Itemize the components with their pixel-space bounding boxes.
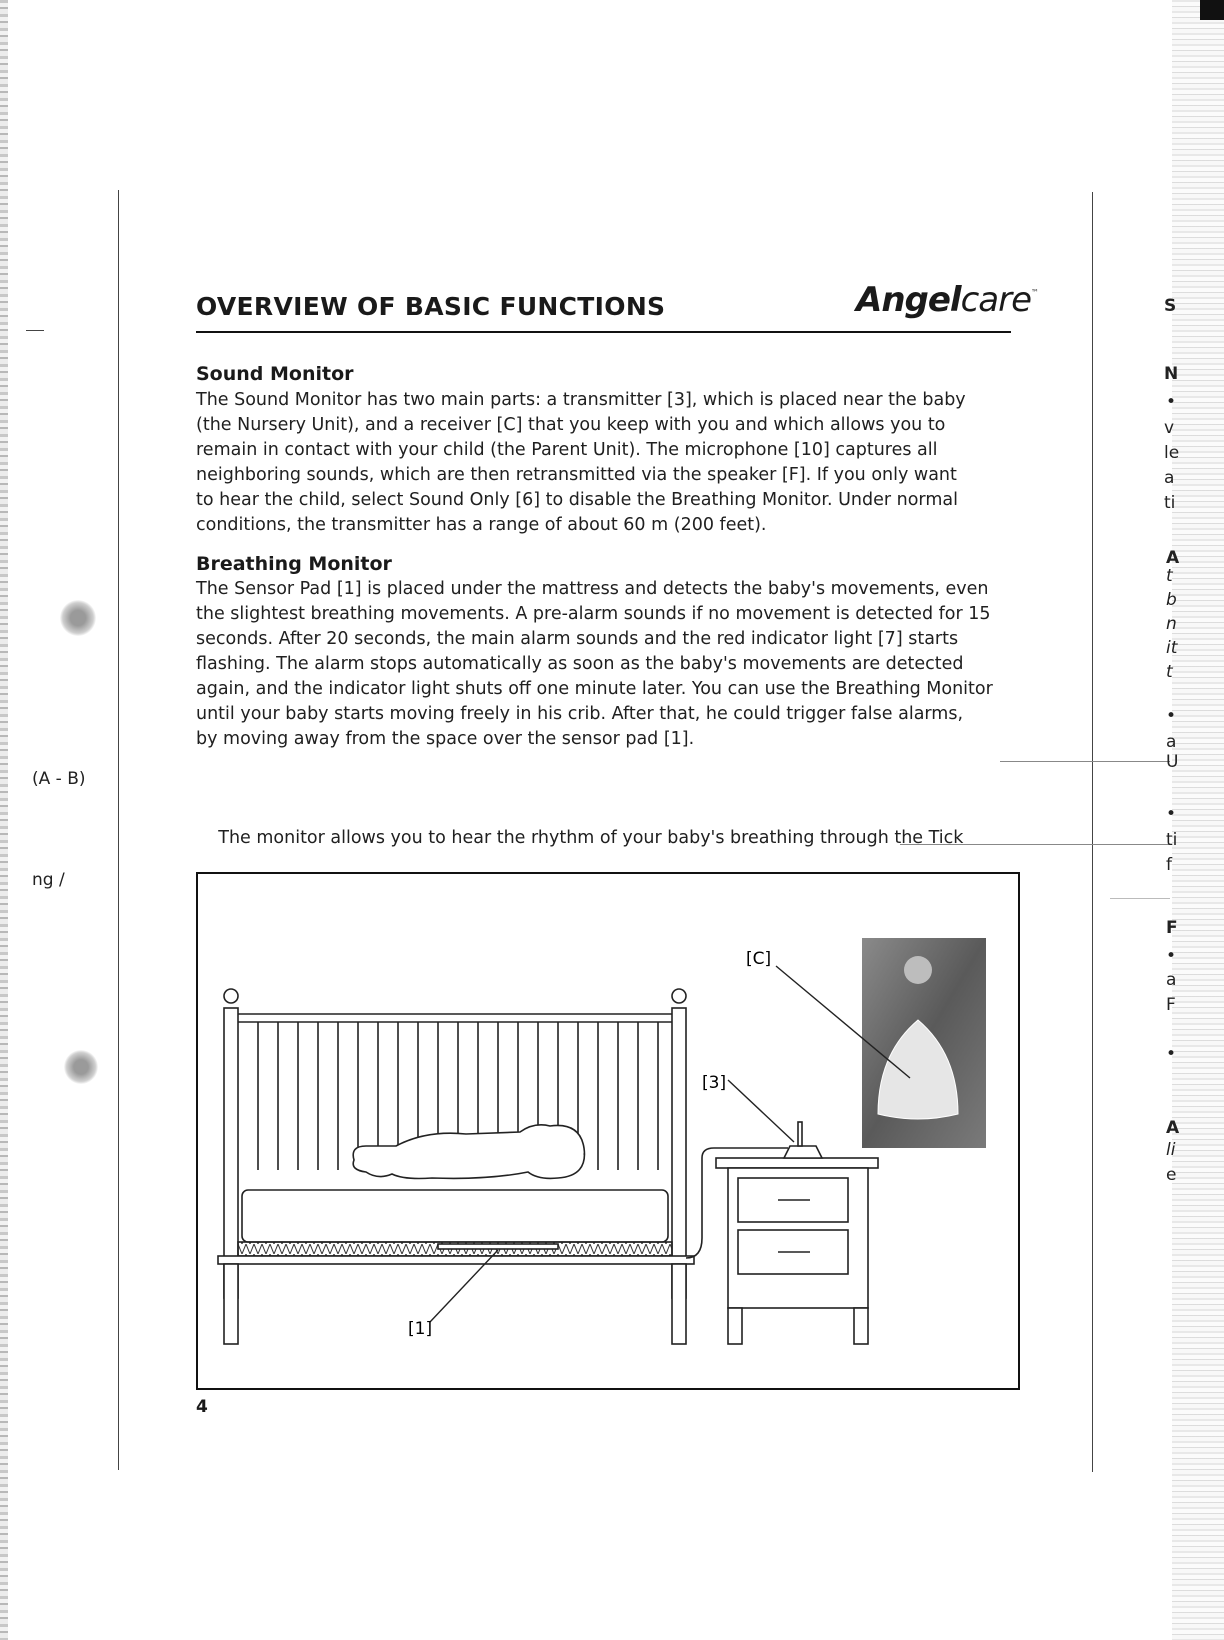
right-fragment: • <box>1166 946 1177 966</box>
right-fragment: e <box>1166 1165 1177 1185</box>
right-fragment: ti <box>1164 493 1176 513</box>
section-body-sound-monitor <box>196 388 1016 538</box>
right-fragment: v <box>1164 418 1175 438</box>
right-fragment: A <box>1166 548 1180 568</box>
right-fragment: a <box>1166 732 1177 752</box>
right-fragment: t <box>1166 566 1173 586</box>
left-fragment-ng: ng / <box>32 870 65 890</box>
right-fragment: a <box>1164 468 1175 488</box>
crib-legs <box>224 1264 686 1344</box>
right-fragment: a <box>1166 970 1177 990</box>
brand-trademark: ™ <box>1031 288 1039 297</box>
right-fragment: S <box>1164 296 1177 316</box>
right-fragment: li <box>1166 1140 1176 1160</box>
scan-edge-right <box>1172 0 1224 1640</box>
page-number: 4 <box>196 1397 208 1417</box>
body-line: The Sensor Pad [1] is placed under the mattress and detects the baby's movements, even <box>196 579 989 599</box>
body-line: seconds. After 20 seconds, the main alarm sounds and the red indicator light [7] starts <box>196 629 959 649</box>
scan-edge-left <box>0 0 8 1640</box>
brand-logo-bold: Angel <box>856 280 961 320</box>
body-line: neighboring sounds, which are then retransmitted via the speaker [F]. If you only want <box>196 465 957 485</box>
callout-3: [3] <box>702 1073 727 1093</box>
right-fragment: ti <box>1166 830 1178 850</box>
right-fragment: it <box>1166 638 1178 658</box>
callout-3-leader <box>728 1080 794 1142</box>
body-line: (the Nursery Unit), and a receiver [C] that you keep with you and which allows you to <box>196 415 946 435</box>
right-fragment: F <box>1166 995 1176 1015</box>
right-fragment: le <box>1164 443 1180 463</box>
right-margin-rule-1 <box>1000 761 1170 762</box>
body-line: until your baby starts moving freely in his crib. After that, he could trigger false alarms, <box>196 704 964 724</box>
section-heading-sound-monitor: Sound Monitor <box>196 363 354 385</box>
parent-unit-photo <box>862 938 986 1148</box>
callout-c: [C] <box>746 949 772 969</box>
right-fragment: f <box>1166 855 1172 875</box>
right-fragment: N <box>1164 364 1179 384</box>
section-heading-breathing-monitor: Breathing Monitor <box>196 553 392 575</box>
left-margin-dash <box>26 330 44 331</box>
section-body-breathing-monitor <box>196 577 1016 752</box>
body-line: The monitor allows you to hear the rhythm of your baby's breathing through the Tick <box>196 828 964 848</box>
body-line: the slightest breathing movements. A pre-alarm sounds if no movement is detected for 15 <box>196 604 991 624</box>
callout-1: [1] <box>408 1319 433 1339</box>
right-margin-rule-3 <box>1110 898 1170 899</box>
scan-speck-1 <box>60 600 96 636</box>
right-fragment: • <box>1166 1044 1177 1064</box>
scan-corner-mark <box>1200 0 1224 20</box>
left-page-border <box>118 190 119 1470</box>
body-line: to hear the child, select Sound Only [6] to disable the Breathing Monitor. Under normal <box>196 490 958 510</box>
body-line: by moving away from the space over the sensor pad [1]. <box>196 729 695 749</box>
page-title: OVERVIEW OF BASIC FUNCTIONS <box>196 292 666 321</box>
right-fragment: t <box>1166 662 1173 682</box>
right-fragment: b <box>1166 590 1177 610</box>
right-fragment: A <box>1166 1118 1180 1138</box>
right-fragment: • <box>1166 804 1177 824</box>
right-fragment: n <box>1166 614 1177 634</box>
body-line: again, and the indicator light shuts off one minute later. You can use the Breathing Monitor <box>196 679 993 699</box>
crib-illustration <box>198 874 1018 1388</box>
body-line: remain in contact with your child (the Parent Unit). The microphone [10] captures all <box>196 440 938 460</box>
right-fragment: F <box>1166 918 1178 938</box>
right-fragment: • <box>1166 392 1177 412</box>
illustration-figure <box>196 872 1020 1390</box>
body-line: The Sound Monitor has two main parts: a transmitter [3], which is placed near the baby <box>196 390 966 410</box>
right-page-border <box>1092 192 1093 1472</box>
body-line: conditions, the transmitter has a range of about 60 m (200 feet). <box>196 515 767 535</box>
nightstand-drawing <box>716 1122 878 1344</box>
left-fragment-a-b: (A - B) <box>32 769 86 789</box>
crib-drawing <box>218 989 694 1298</box>
title-underline <box>196 331 1011 333</box>
right-fragment: U <box>1166 752 1179 772</box>
body-line: flashing. The alarm stops automatically as soon as the baby's movements are detected <box>196 654 964 674</box>
right-fragment: • <box>1166 706 1177 726</box>
scan-speck-2 <box>64 1050 98 1084</box>
brand-logo-light: care <box>960 280 1032 320</box>
brand-logo <box>856 280 1038 320</box>
